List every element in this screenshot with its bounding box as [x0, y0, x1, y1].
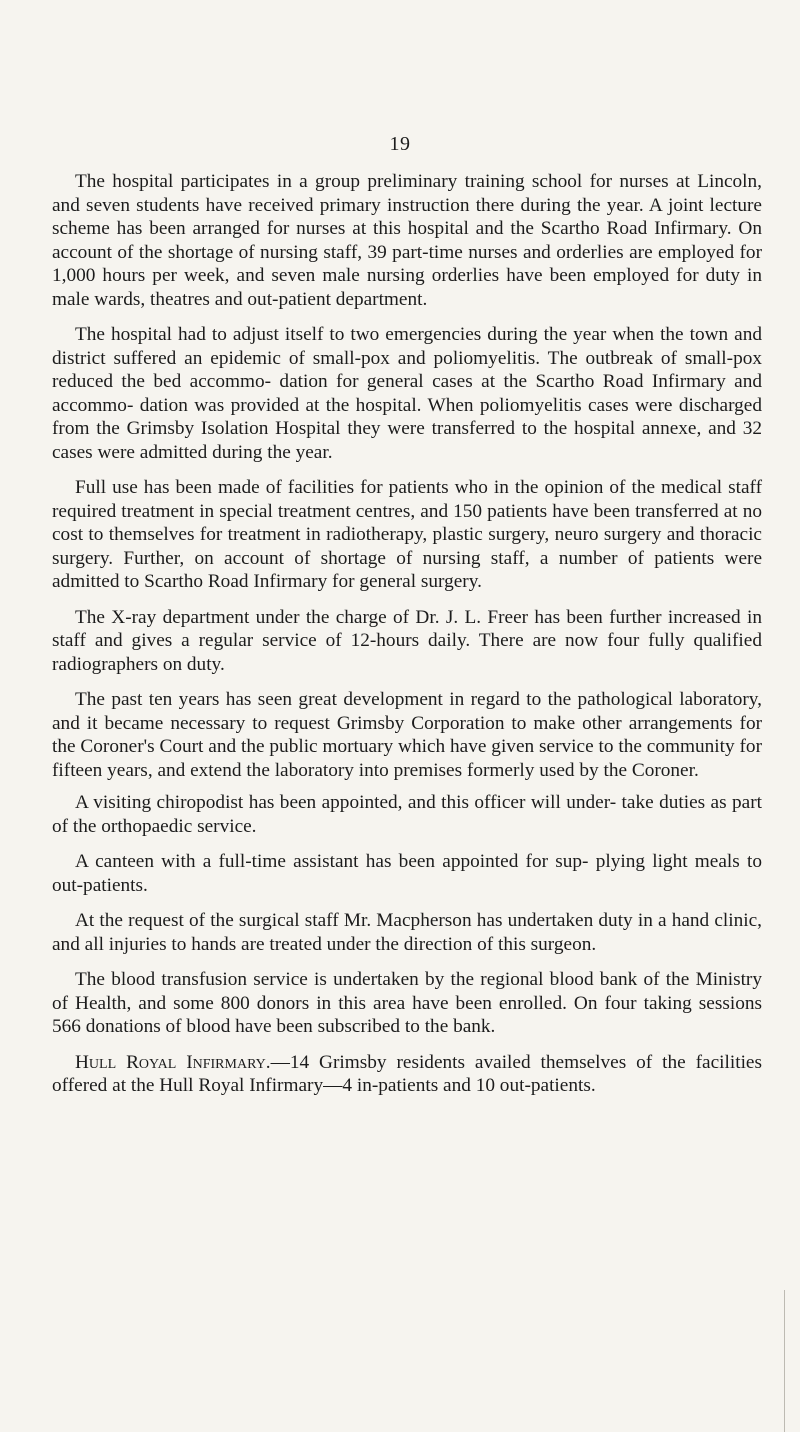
document-body — [52, 170, 762, 1110]
hull-heading: Hull Royal Infirmary. — [75, 1051, 271, 1073]
paragraph-canteen: A canteen with a full-time assistant has been appointed for sup- plying light meals to out-patients. — [52, 851, 762, 896]
paragraph-hand-clinic: At the request of the surgical staff Mr. Macpherson has undertaken duty in a hand clinic, and all injuries to hands are treated under the direction of this surgeon. — [52, 910, 762, 955]
hull-body: —14 Grimsby residents availed themselves of the facilities offered at the Hull Royal Infirmary—4 in-patients and 10 out-patients. — [52, 1051, 762, 1096]
page-number: 19 — [389, 133, 411, 155]
paragraph-training-school: The hospital participates in a group preliminary training school for nurses at Lincoln, and seven students have received primary instruction there during the year. A joint lecture scheme has been arranged for nurses at this hospital and the Scartho Road Infirmary. On account of the shortage of nursing staff, 39 part-time nurses and orderlies are employed for 1,000 hours per week, and seven male nursing orderlies have been employed for duty in male wards, theatres and out-patient department. — [52, 171, 762, 310]
paragraph-chiropodist: A visiting chiropodist has been appointed, and this officer will under- take duties as part of the orthopaedic service. — [52, 792, 762, 837]
paragraph-pathological-laboratory: The past ten years has seen great development in regard to the pathological laboratory, and it became necessary to request Grimsby Corporation to make other arrangements for the Coroner's Court and the public mortuary which have given service to the community for fifteen years, and extend the laboratory into premises formerly used by the Coroner. — [52, 689, 762, 781]
page-edge-line — [784, 1290, 785, 1432]
paragraph-hull-royal-infirmary — [52, 1051, 762, 1098]
paragraph-emergencies: The hospital had to adjust itself to two emergencies during the year when the town and district suffered an epidemic of small-pox and poliomyelitis. The outbreak of small-pox reduced the bed accommo- dation for general cases at the Scartho Road Infirmary and accommo- dation was provided at the hospital. When poliomyelitis cases were discharged from the Grimsby Isolation Hospital they were transferred to the hospital annexe, and 32 cases were admitted during the year. — [52, 324, 762, 463]
paragraph-xray-department: The X-ray department under the charge of Dr. J. L. Freer has been further increased in staff and gives a regular service of 12-hours daily. There are now four fully qualified radiographers on duty. — [52, 606, 762, 675]
paragraph-special-treatment: Full use has been made of facilities for patients who in the opinion of the medical staff required treatment in special treatment centres, and 150 patients have been transferred at no cost to themselves for treatment in radiotherapy, plastic surgery, neuro surgery and thoracic surgery. Further, on account of shortage of nursing staff, a number of patients were admitted to Scartho Road Infirmary for general surgery. — [52, 477, 762, 592]
paragraph-blood-transfusion: The blood transfusion service is undertaken by the regional blood bank of the Ministry of Health, and some 800 donors in this area have been enrolled. On four taking sessions 566 donations of blood have been subscribed to the bank. — [52, 969, 762, 1037]
